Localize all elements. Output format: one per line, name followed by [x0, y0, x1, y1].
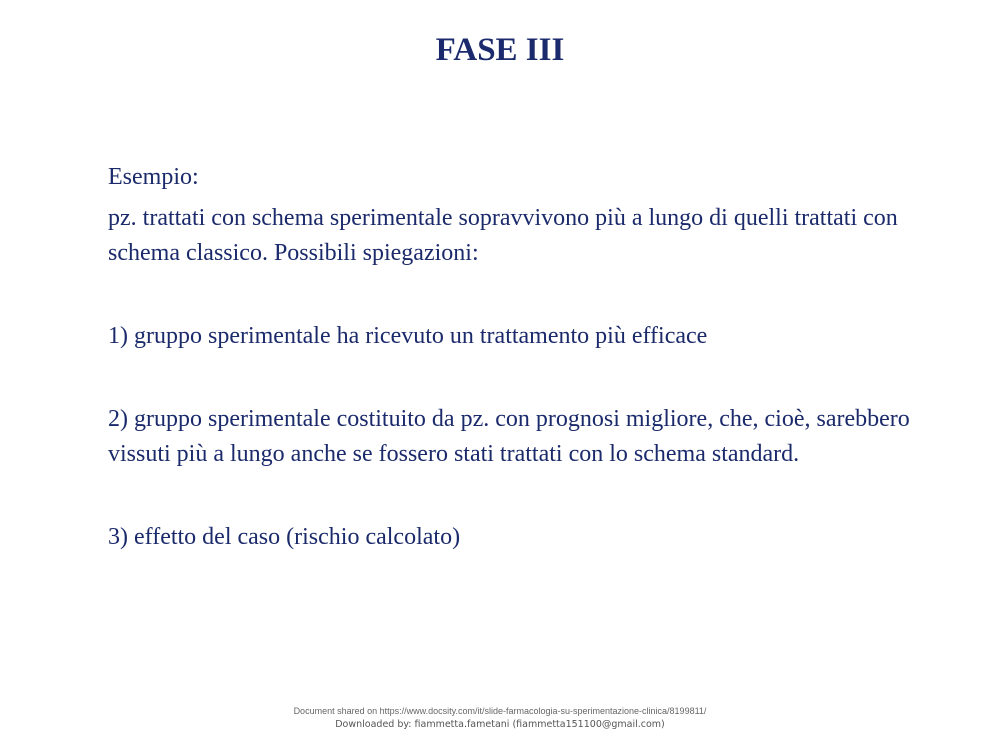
footer-shared-link[interactable]: Document shared on https://www.docsity.com/it/slide-farmacologia-su-sperimentazione-clinica/8199811/: [293, 706, 707, 716]
slide-title: FASE III: [435, 32, 565, 68]
point-2: 2) gruppo sperimentale costituito da pz. con prognosi migliore, che, cioè, sarebbero vissuti più a lungo anche se fossero stati trattati con lo schema standard.: [108, 406, 910, 467]
intro-text: Esempio:: [108, 164, 199, 190]
statement-text: pz. trattati con schema sperimentale sopravvivono più a lungo di quelli trattati con schema classico. Possibili spiegazioni:: [108, 205, 898, 266]
point-1: 1) gruppo sperimentale ha ricevuto un trattamento più efficace: [108, 323, 708, 349]
footer-downloaded-by: Downloaded by: fiammetta.fametani (fiammetta151100@gmail.com): [335, 719, 665, 730]
slide-body: [108, 160, 938, 555]
point-3: 3) effetto del caso (rischio calcolato): [108, 524, 461, 550]
